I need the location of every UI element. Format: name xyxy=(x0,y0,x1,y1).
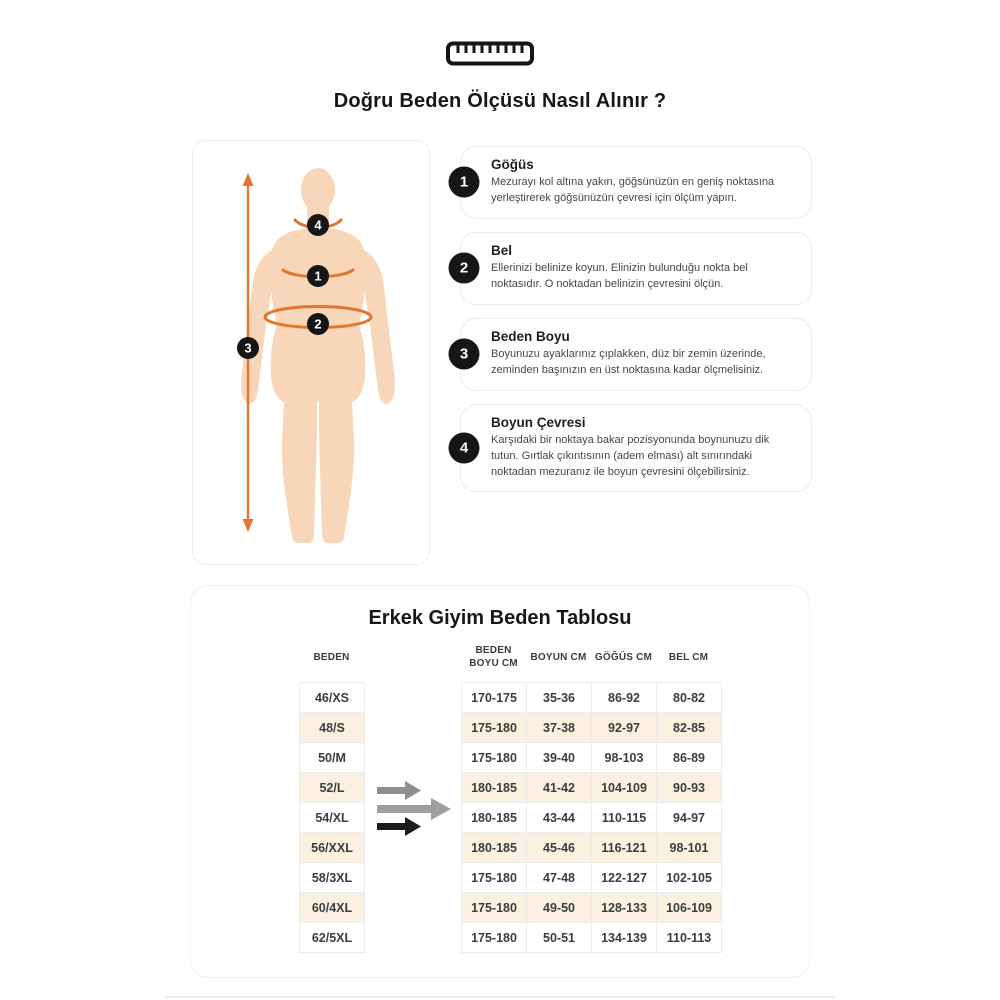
size-cell: 50/M xyxy=(300,743,365,773)
table-row xyxy=(300,713,365,743)
size-table-title: Erkek Giyim Beden Tablosu xyxy=(368,607,632,629)
step-text: Ellerinizi belinize koyun. Elinizin bulunduğu nokta bel noktasıdır. O noktadan belinizin çevresini ölçün. xyxy=(491,261,748,290)
instruction-card xyxy=(460,232,812,305)
step-text: Karşıdaki bir noktaya bakar pozisyonunda boynunuzu dik tutun. Gırtlak çıkıntısının (adem elması) alt sınırındaki noktadan mezuranız ile boyun çevresini ölçebilirsiniz. xyxy=(491,433,770,478)
bel-cell: 102-105 xyxy=(657,863,722,893)
gogus-cell: 104-109 xyxy=(592,773,657,803)
boyun-cell: 47-48 xyxy=(527,863,592,893)
gogus-cell: 128-133 xyxy=(592,893,657,923)
boyun-cell: 39-40 xyxy=(527,743,592,773)
body-diagram-card xyxy=(192,140,430,565)
beden-boyu-cell: 175-180 xyxy=(462,863,527,893)
boyun-cell: 41-42 xyxy=(527,773,592,803)
bel-cell: 98-101 xyxy=(657,833,722,863)
table-row xyxy=(300,683,365,713)
step-number-badge: 3 xyxy=(449,339,480,370)
gogus-cell: 116-121 xyxy=(592,833,657,863)
marker-neck-label: 4 xyxy=(314,217,322,233)
instruction-card xyxy=(460,404,812,493)
instruction-card xyxy=(460,318,812,391)
boyun-cell: 35-36 xyxy=(527,683,592,713)
table-row xyxy=(462,803,722,833)
size-cell: 62/5XL xyxy=(300,923,365,953)
step-number-badge: 4 xyxy=(449,433,480,464)
boyun-cell: 45-46 xyxy=(527,833,592,863)
gogus-cell: 110-115 xyxy=(592,803,657,833)
marker-waist xyxy=(307,313,329,335)
table-row xyxy=(462,713,722,743)
bel-cell: 94-97 xyxy=(657,803,722,833)
bel-cell: 82-85 xyxy=(657,713,722,743)
table-row xyxy=(300,923,365,953)
beden-boyu-cell: 180-185 xyxy=(462,833,527,863)
column-header-gogus: GÖĞÜS CM xyxy=(594,651,653,663)
marker-chest xyxy=(307,265,329,287)
beden-boyu-cell: 175-180 xyxy=(462,713,527,743)
boyun-cell: 50-51 xyxy=(527,923,592,953)
beden-boyu-cell: 180-185 xyxy=(462,773,527,803)
measurements-table xyxy=(461,682,722,953)
bottom-divider xyxy=(165,996,835,998)
size-cell: 56/XXL xyxy=(300,833,365,863)
step-title: Bel xyxy=(491,242,513,258)
table-row xyxy=(462,833,722,863)
marker-waist-label: 2 xyxy=(314,316,322,332)
size-column-table xyxy=(299,682,365,953)
beden-boyu-cell: 180-185 xyxy=(462,803,527,833)
bel-cell: 90-93 xyxy=(657,773,722,803)
table-row xyxy=(462,773,722,803)
size-cell: 58/3XL xyxy=(300,863,365,893)
beden-boyu-cell: 175-180 xyxy=(462,743,527,773)
marker-chest-label: 1 xyxy=(314,268,322,284)
table-row xyxy=(462,923,722,953)
boyun-cell: 37-38 xyxy=(527,713,592,743)
step-title: Göğüs xyxy=(491,157,534,172)
beden-boyu-cell: 175-180 xyxy=(462,923,527,953)
gogus-cell: 98-103 xyxy=(592,743,657,773)
marker-height-label: 3 xyxy=(244,340,252,356)
transfer-arrows-icon xyxy=(375,778,461,836)
table-row xyxy=(300,893,365,923)
beden-boyu-cell: 175-180 xyxy=(462,893,527,923)
boyun-cell: 49-50 xyxy=(527,893,592,923)
instruction-steps xyxy=(460,146,812,505)
column-header-beden: BEDEN xyxy=(313,651,350,663)
size-table-card xyxy=(190,585,810,978)
column-header-boyun: BOYUN CM xyxy=(530,651,587,663)
size-cell: 52/L xyxy=(300,773,365,803)
table-row xyxy=(462,683,722,713)
step-text: Mezurayı kol altına yakın, göğsünüzün en geniş noktasına yerleştirerek göğsünüzün çevresi için ölçüm yapın. xyxy=(491,176,775,204)
size-table-header xyxy=(299,640,721,674)
table-row xyxy=(300,803,365,833)
gogus-cell: 92-97 xyxy=(592,713,657,743)
table-row xyxy=(462,893,722,923)
column-header-bel: BEL CM xyxy=(668,651,709,663)
beden-boyu-cell: 170-175 xyxy=(462,683,527,713)
ruler-icon xyxy=(445,40,535,67)
table-row xyxy=(462,863,722,893)
table-row xyxy=(300,863,365,893)
bel-cell: 106-109 xyxy=(657,893,722,923)
column-header-beden-boyu: BEDEN BOYU CM xyxy=(469,645,518,669)
bel-cell: 110-113 xyxy=(657,923,722,953)
size-cell: 48/S xyxy=(300,713,365,743)
page-title: Doğru Beden Ölçüsü Nasıl Alınır ? xyxy=(333,90,667,112)
gogus-cell: 122-127 xyxy=(592,863,657,893)
step-number-badge: 2 xyxy=(449,253,480,284)
marker-height xyxy=(237,337,259,359)
gogus-cell: 134-139 xyxy=(592,923,657,953)
size-cell: 46/XS xyxy=(300,683,365,713)
marker-neck xyxy=(307,214,329,236)
body-diagram xyxy=(192,140,432,567)
size-cell: 60/4XL xyxy=(300,893,365,923)
table-row xyxy=(300,833,365,863)
boyun-cell: 43-44 xyxy=(527,803,592,833)
step-title: Boyun Çevresi xyxy=(491,414,586,430)
step-number-badge: 1 xyxy=(449,167,480,198)
bel-cell: 80-82 xyxy=(657,683,722,713)
size-cell: 54/XL xyxy=(300,803,365,833)
step-title: Beden Boyu xyxy=(491,328,570,344)
table-row xyxy=(300,743,365,773)
gogus-cell: 86-92 xyxy=(592,683,657,713)
step-text: Boyunuzu ayaklarınız çıplakken, düz bir zemin üzerinde, zeminden başınızın en üst noktasına kadar ölçmelisiniz. xyxy=(491,347,766,376)
table-row xyxy=(462,743,722,773)
bel-cell: 86-89 xyxy=(657,743,722,773)
table-row xyxy=(300,773,365,803)
instruction-card xyxy=(460,146,812,219)
